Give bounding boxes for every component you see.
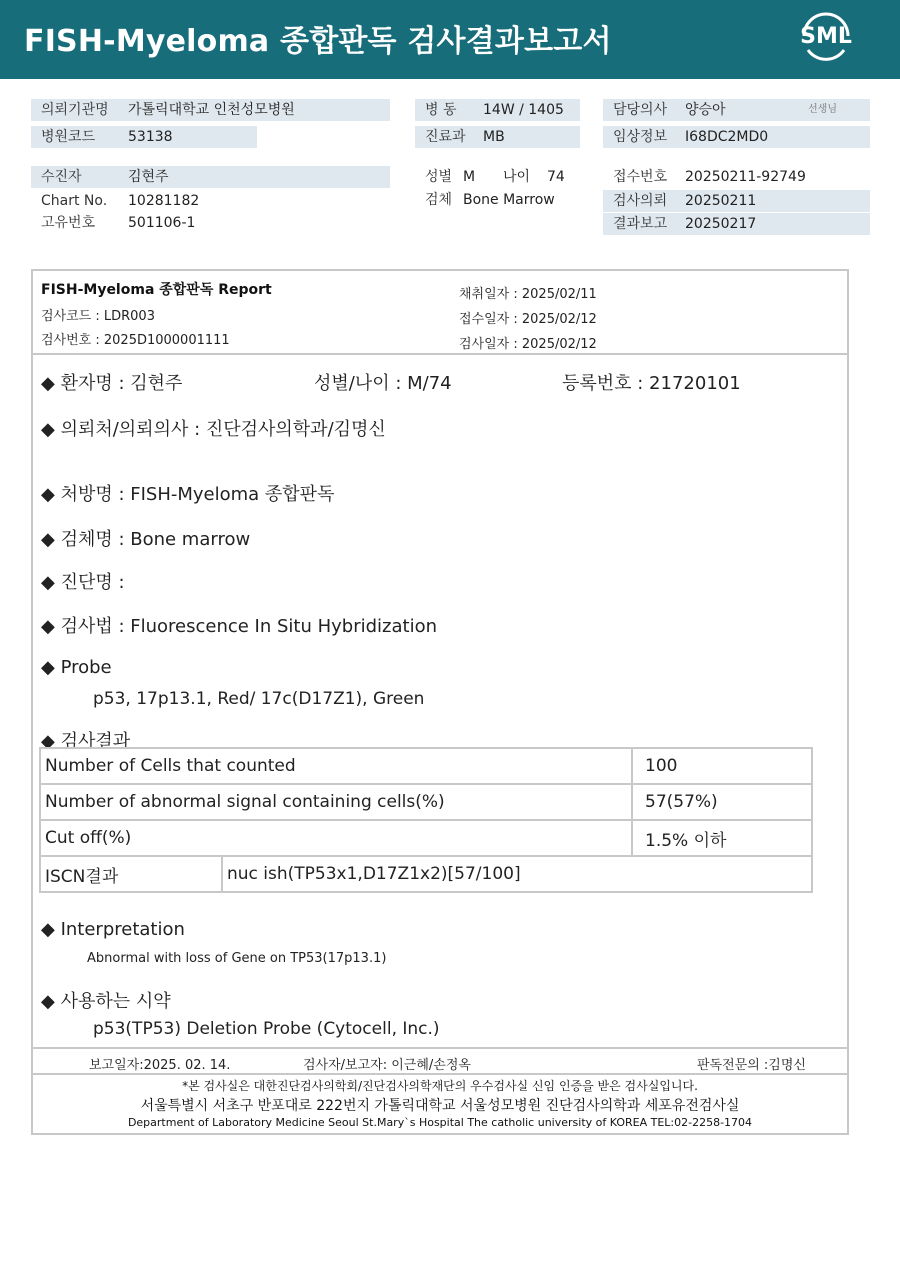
report-signoff-row (33, 1047, 847, 1075)
iscn-label-cell: ISCN결과 (40, 856, 222, 892)
interpretation-detail: Abnormal with loss of Gene on TP53(17p13.1) (87, 951, 387, 966)
clinical-label: 임상정보 (613, 129, 668, 145)
chart-label: Chart No. (41, 193, 108, 209)
report-header-title: FISH-Myeloma 종합판독 Report (41, 282, 272, 298)
sex-value: M (463, 169, 476, 185)
certification-note: *본 검사실은 대한진단검사의학회/진단검사의학재단의 우수검사실 신임 인증을 받은 검사실입니다. (182, 1079, 698, 1093)
doctor-row (603, 99, 870, 121)
report-frame (31, 269, 849, 1135)
hospital-code-label: 병원코드 (41, 129, 96, 145)
ward-value: 14W / 1405 (483, 102, 564, 118)
hospital-code-value: 53138 (128, 129, 173, 145)
clinical-row (603, 126, 870, 148)
result-label-cell: Cut off(%) (40, 820, 632, 856)
signoff-report-date: 보고일자:2025. 02. 14. (89, 1058, 231, 1073)
registration-line: 등록번호 : 21720101 (562, 373, 741, 394)
patient-value: 김현주 (128, 169, 169, 185)
table-row (40, 748, 812, 784)
unique-label: 고유번호 (41, 215, 96, 231)
ward-row (415, 99, 580, 121)
probe-detail: p53, 17p13.1, Red/ 17c(D17Z1), Green (93, 689, 425, 709)
specimen-name-line: ◆ 검체명 : Bone marrow (41, 529, 251, 550)
specimen-row (415, 189, 595, 211)
table-row (40, 784, 812, 820)
chart-row (31, 190, 390, 212)
test-code: 검사코드 : LDR003 (41, 309, 155, 324)
chart-value: 10281182 (128, 193, 200, 209)
requester-line: ◆ 의뢰처/의뢰의사 : 진단검사의학과/김명신 (41, 419, 386, 440)
table-row (40, 856, 812, 892)
result-value-cell: 57(57%) (632, 784, 812, 820)
sex-age-row (415, 166, 595, 188)
lab-address: 서울특별시 서초구 반포대로 222번지 가톨릭대학교 서울성모병원 진단검사의학과 세포유전검사실 (140, 1098, 740, 1114)
result-heading: ◆ 검사결과 (41, 731, 131, 752)
result-value-cell: 1.5% 이하 (632, 820, 812, 856)
doctor-label: 담당의사 (613, 102, 668, 118)
sex-age-line: 성별/나이 : M/74 (314, 373, 452, 394)
request-row (603, 190, 870, 212)
receipt-label: 접수번호 (613, 169, 668, 185)
signoff-tester: 검사자/보고자: 이근혜/손정옥 (303, 1058, 471, 1073)
result-value-cell: 100 (632, 748, 812, 784)
patient-label: 수진자 (41, 169, 82, 185)
patient-name-line: ◆ 환자명 : 김현주 (41, 373, 183, 394)
dept-row (415, 126, 580, 148)
unique-row (31, 212, 390, 234)
clinical-value: I68DC2MD0 (685, 129, 769, 145)
receive-date: 접수일자 : 2025/02/12 (459, 312, 597, 327)
reagent-line: ◆ 사용하는 시약 (41, 991, 171, 1012)
collect-date: 채취일자 : 2025/02/11 (459, 287, 597, 302)
hospital-code-row (31, 126, 257, 148)
age-label: 나이 (503, 169, 531, 185)
report-date-label: 결과보고 (613, 216, 668, 232)
unique-value: 501106-1 (128, 215, 196, 231)
patient-row (31, 166, 390, 188)
request-value: 20250211 (685, 193, 757, 209)
receipt-value: 20250211-92749 (685, 169, 806, 185)
doctor-value: 양승아 (685, 102, 726, 118)
iscn-value-cell: nuc ish(TP53x1,D17Z1x2)[57/100] (222, 856, 812, 892)
institution-row (31, 99, 390, 121)
probe-line: ◆ Probe (41, 657, 112, 678)
dept-label: 진료과 (425, 129, 466, 145)
dept-value: MB (483, 129, 505, 145)
institution-value: 가톨릭대학교 인천성모병원 (128, 102, 295, 118)
test-date: 검사일자 : 2025/02/12 (459, 337, 597, 352)
doctor-suffix: 선생님 (808, 104, 837, 115)
ward-label: 병 동 (425, 102, 457, 118)
result-label-cell: Number of abnormal signal containing cells(%) (40, 784, 632, 820)
diagnosis-line: ◆ 진단명 : (41, 572, 125, 593)
report-date-value: 20250217 (685, 216, 757, 232)
prescription-line: ◆ 처방명 : FISH-Myeloma 종합판독 (41, 484, 335, 505)
institution-label: 의뢰기관명 (41, 102, 109, 118)
logo-text: SML (800, 24, 852, 49)
page-header (0, 0, 900, 79)
age-value: 74 (547, 169, 565, 185)
receipt-row (603, 166, 870, 188)
interpretation-line: ◆ Interpretation (41, 919, 185, 940)
lab-department-en: Department of Laboratory Medicine Seoul St.Mary`s Hospital The catholic university of KOREA TEL:02-2258-1704 (127, 1116, 753, 1129)
reagent-detail: p53(TP53) Deletion Probe (Cytocell, Inc.) (93, 1019, 440, 1039)
report-date-row (603, 213, 870, 235)
sml-logo (796, 12, 856, 68)
report-header (33, 271, 847, 355)
table-row (40, 820, 812, 856)
results-table (39, 747, 813, 893)
specimen-value: Bone Marrow (463, 192, 555, 208)
test-number: 검사번호 : 2025D1000001111 (41, 333, 230, 348)
result-label-cell: Number of Cells that counted (40, 748, 632, 784)
sex-label: 성별 (425, 169, 453, 185)
signoff-specialist: 판독전문의 :김명신 (697, 1058, 806, 1073)
method-line: ◆ 검사법 : Fluorescence In Situ Hybridization (41, 616, 437, 637)
request-label: 검사의뢰 (613, 193, 668, 209)
specimen-label: 검체 (425, 192, 453, 208)
report-title: FISH-Myeloma 종합판독 검사결과보고서 (24, 24, 612, 59)
